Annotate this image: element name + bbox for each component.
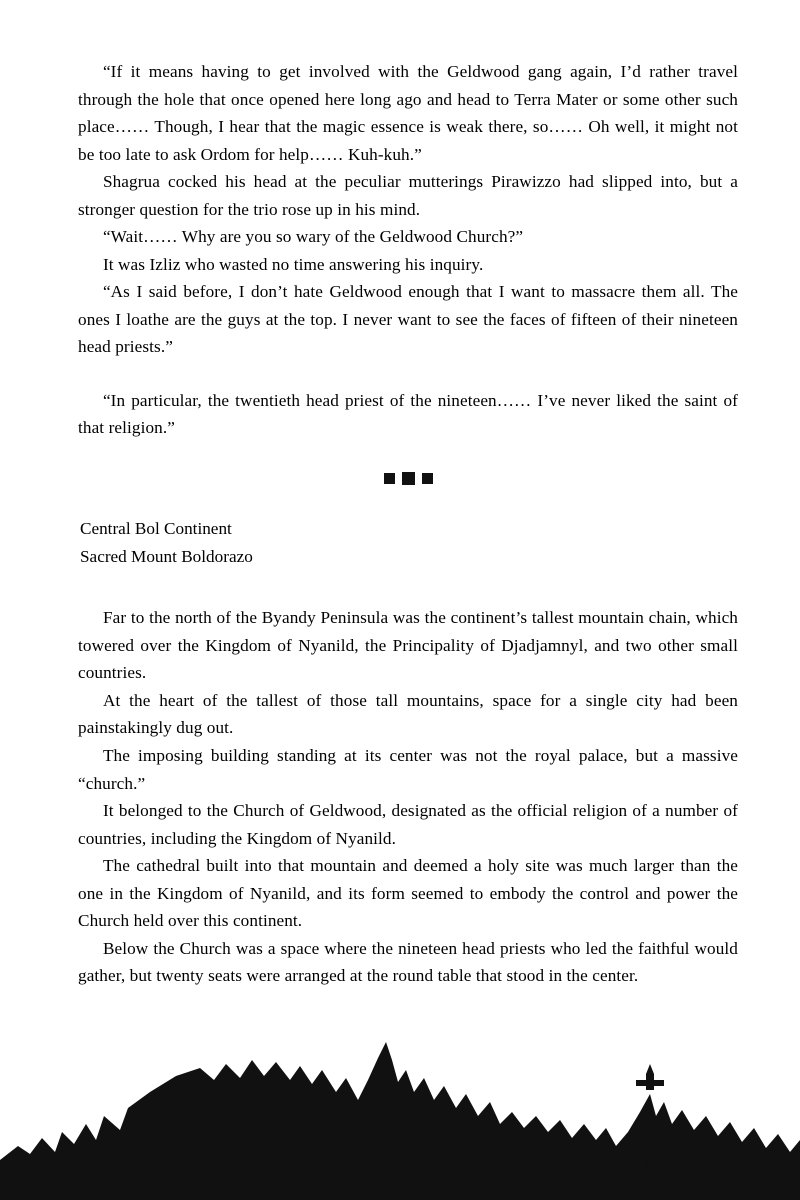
paragraph: The cathedral built into that mountain and deemed a holy site was much larger than the one in the Kingdom of Nyanild, and its form seemed to embody the control and power the Church held over this continent. [78,856,738,931]
paragraph: “Wait…… Why are you so wary of the Geldwood Church?” [102,227,524,247]
scene-break-square-icon [422,473,433,484]
paragraph: It belonged to the Church of Geldwood, designated as the official religion of a number of countries, including the Kingdom of Nyanild. [78,801,738,848]
paragraph: It was Izliz who wasted no time answering his inquiry. [102,254,484,274]
paragraph-spacer [78,361,738,387]
section-spacer [78,570,738,604]
scene-break-square-icon [384,473,395,484]
body-text-column [78,58,738,990]
paragraph: “If it means having to get involved with the Geldwood gang again, I’d rather travel through the hole that once opened here long ago and head to Terra Mater or some other such place…… Though, I hear that the magic essence is weak there, so…… Oh well, it might not be too late to ask Ordom for help…… Kuh-kuh.” [78,62,738,164]
scene-break-square-icon [402,472,415,485]
paragraph: “As I said before, I don’t hate Geldwood enough that I want to massacre them all. The ones I loathe are the guys at the top. I never want to see the faces of fifteen of their nineteen head priests.” [78,282,738,357]
ruined-city-silhouette [0,1020,800,1200]
location-heading-line: Sacred Mount Boldorazo [80,546,253,566]
location-heading [78,515,738,571]
paragraph: Far to the north of the Byandy Peninsula was the continent’s tallest mountain chain, which towered over the Kingdom of Nyanild, the Principality of Djadjamnyl, and two other small countries. [78,608,738,683]
paragraph: Below the Church was a space where the nineteen head priests who led the faithful would gather, but twenty seats were arranged at the round table that stood in the center. [78,938,738,986]
paragraph: “In particular, the twentieth head priest of the nineteen…… I’ve never liked the saint of that religion.” [78,390,738,438]
scene-break-divider [78,472,738,485]
paragraph: At the heart of the tallest of those tall mountains, space for a single city had been painstakingly dug out. [78,690,738,738]
paragraph: The imposing building standing at its center was not the royal palace, but a massive “church.” [78,746,738,793]
paragraph: Shagrua cocked his head at the peculiar mutterings Pirawizzo had slipped into, but a stronger question for the trio rose up in his mind. [78,172,738,219]
location-heading-line: Central Bol Continent [80,518,232,538]
